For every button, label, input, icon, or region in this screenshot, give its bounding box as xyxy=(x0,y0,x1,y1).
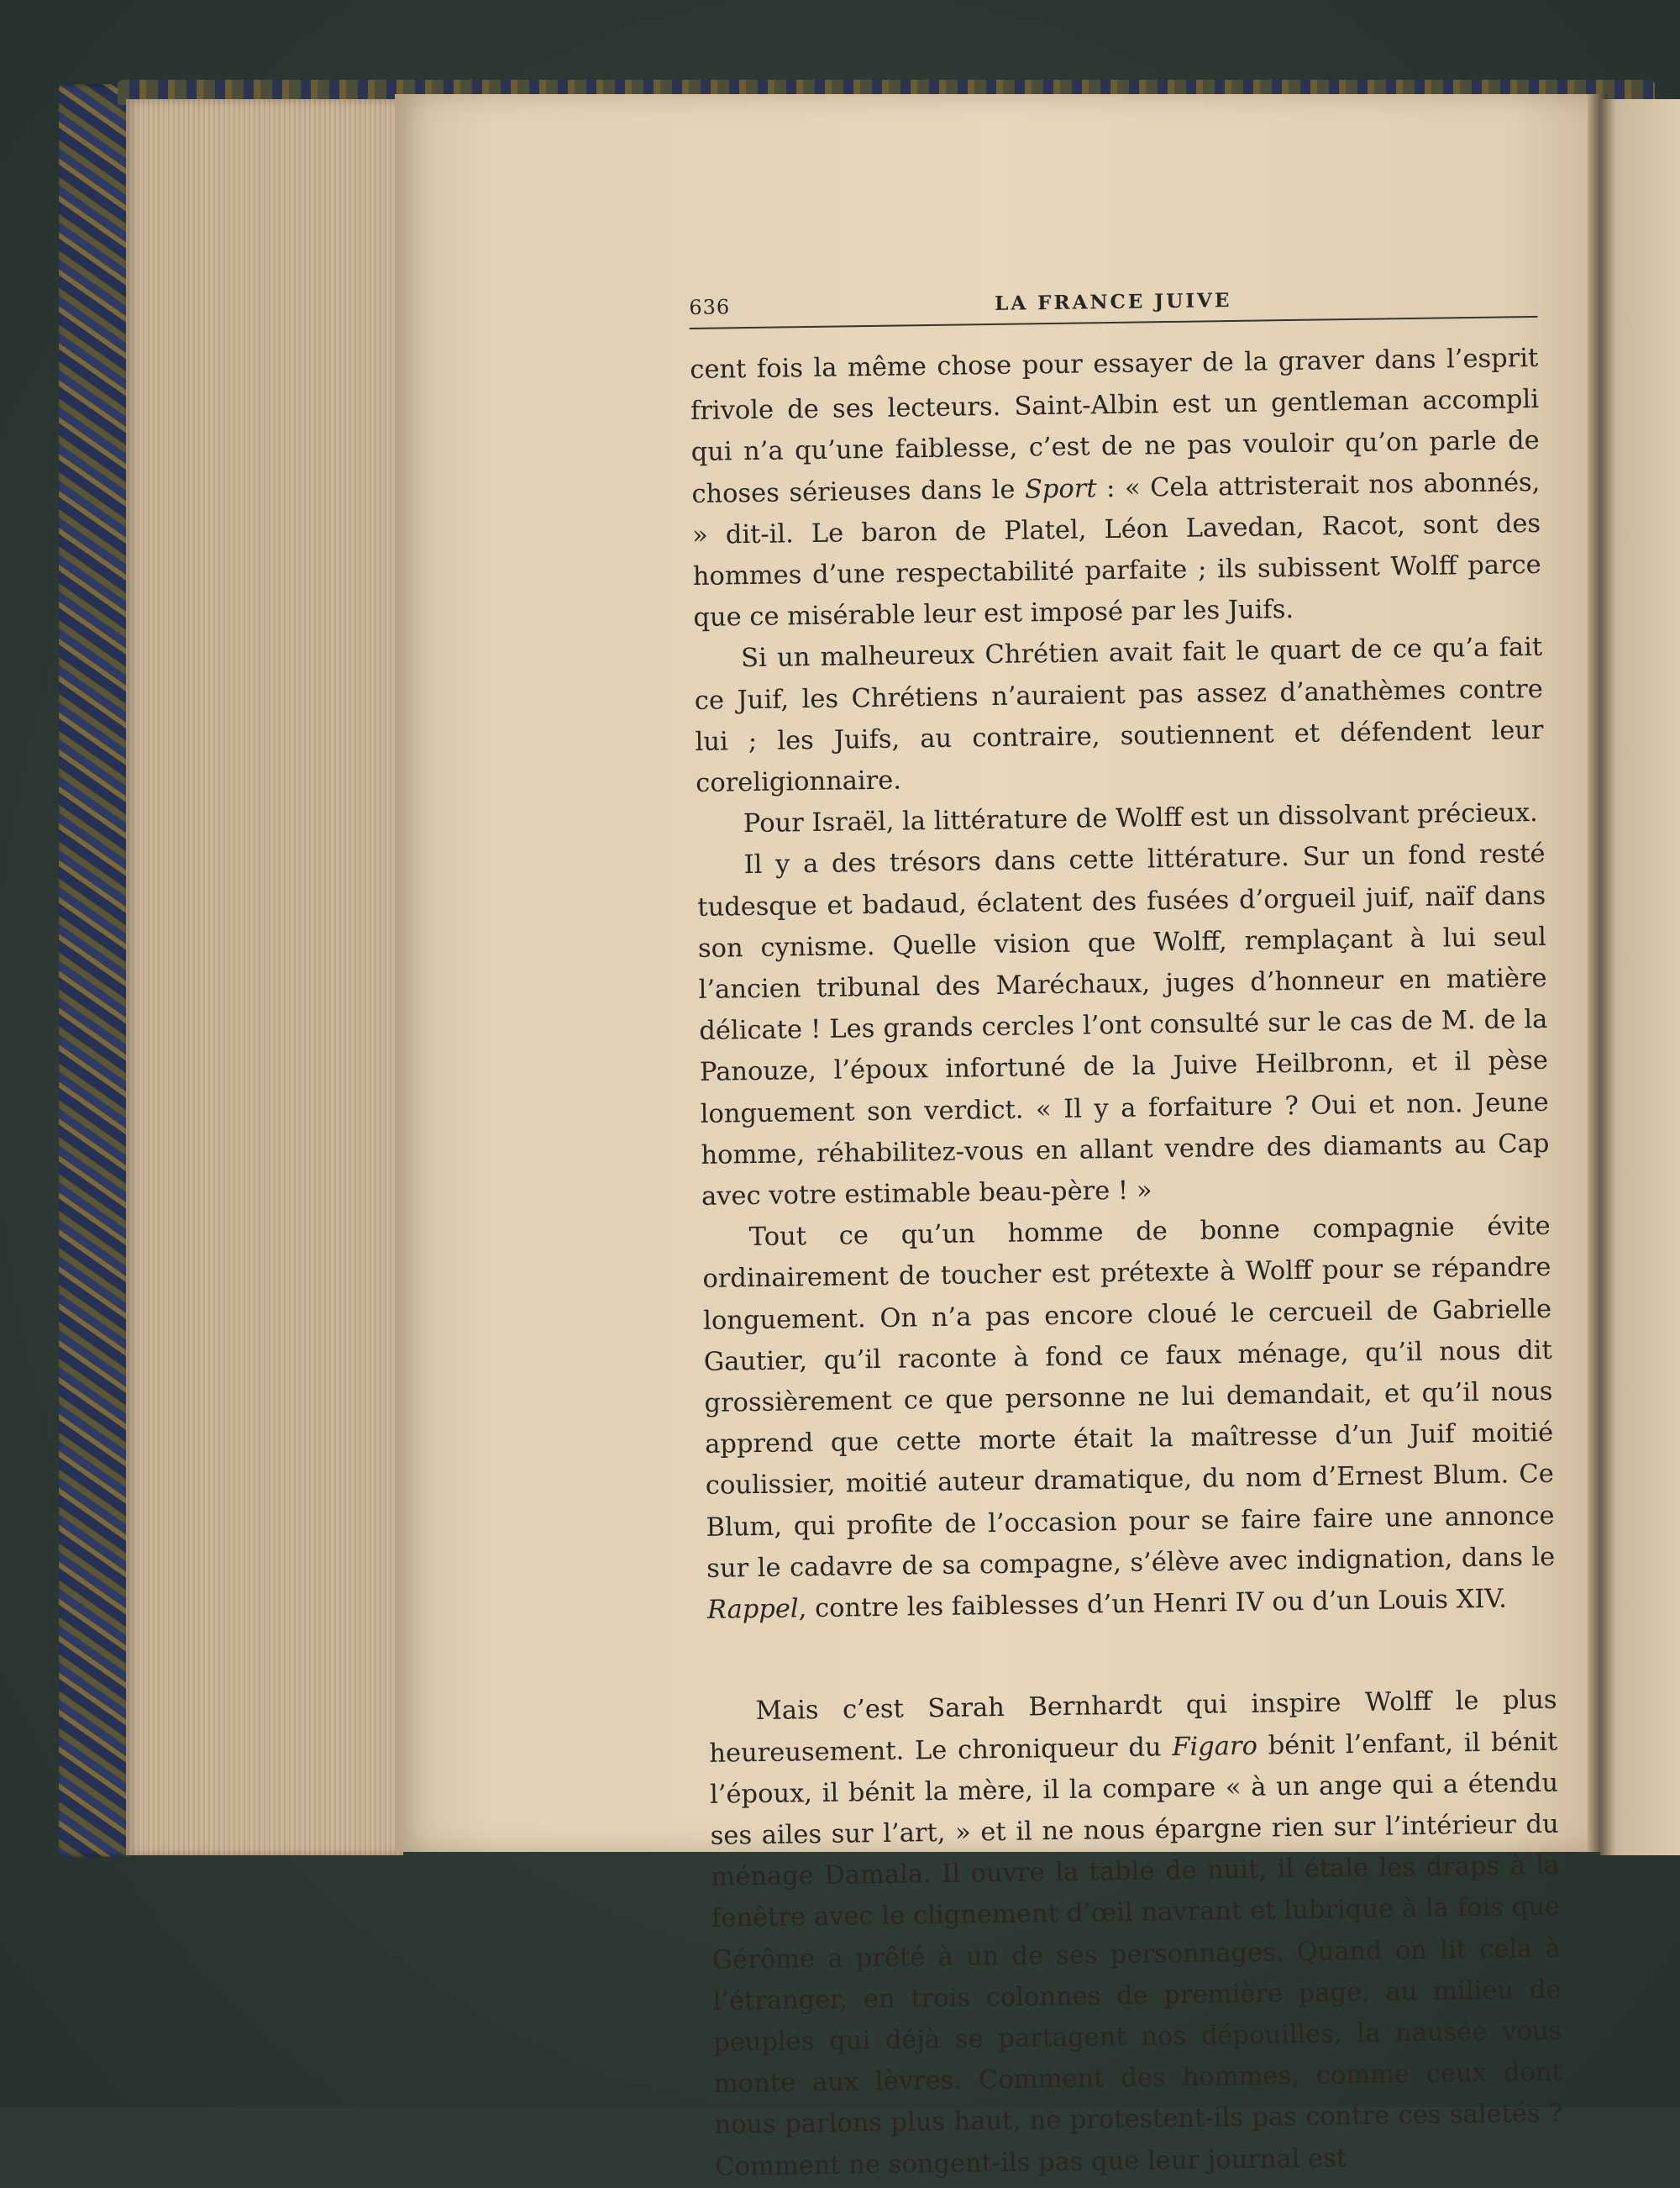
running-title: LA FRANCE JUIVE xyxy=(994,288,1232,315)
paragraph-1-text-a: cent fois la même chose pour essayer de la graver dans l’esprit frivole de ses lecteurs. Saint-Albin est un gentleman accompli qui n’a qu’une faiblesse, c’est de ne pas vouloir qu’on parle de choses sérieuses dans le xyxy=(690,343,1540,509)
paragraph-1-italic-sport: Sport xyxy=(1024,473,1097,505)
paragraph-4: Il y a des trésors dans cette littérature. Sur un fond resté tudesque et badaud, éclatent des fusées d’orgueil juif, naïf dans son cynisme. Quelle vision que Wolff, remplaçant à lui seul l’ancien tribunal des Maréchaux, juges d’honneur en matière délicate ! Les grands cercles l’ont consulté sur le cas de M. de la Panouze, l’époux infortuné de la Juive Heilbronn, et il pèse longuement son verdict. « Il y a forfaiture ? Oui et non. Jeune homme, réhabilitez-vous en allant vendre des diamants au Cap avec votre estimable beau-père ! » xyxy=(697,839,1550,1212)
paragraph-6-text-c: bénit l’enfant, il bénit l’époux, il bénit la mère, il la compare « à un ange qui a étendu ses ailes sur l’art, » et il ne nous épargne rien sur l’intérieur du ménage Damala. Il ouvre la table de nuit, il étale les draps à la fenêtre avec le clignement d’œil navrant et lubrique à la fois que Gérôme a prêté à un de ses personnages. Quand on lit cela à l’étranger, en trois colonnes de première page, au milieu de peuples qui déjà se partagent nos dépouilles, la nausée vous monte aux lèvres. Comment des hommes, comme ceux dont nous parlons plus haut, ne protestent-ils pas contre ces saletés ? Comment ne songent-ils pas que leur journal est xyxy=(709,1727,1563,2182)
facing-page-edge xyxy=(1600,99,1680,1855)
paragraph-5 xyxy=(701,1206,1556,1631)
paragraph-1-text-c: : « Cela attristerait nos abonnés, » dit-il. Le baron de Platel, Léon Lavedan, Racot, sont des hommes d’une respectabilité parfaite ; ils subissent Wolff parce que ce misérable leur est imposé par les Juifs. xyxy=(691,467,1541,634)
paragraph-5-text-a: Tout ce qu’un homme de bonne compagnie évite ordinairement de toucher est prétexte à Wolff pour se répandre longuement. On n’a pas encore cloué le cercueil de Gabrielle Gautier, qu’il raconte à fond ce faux ménage, qu’il nous dit grossièrement ce que personne ne lui demandait, et qu’il nous apprend que cette morte était la maîtresse d’un Juif moitié coulissier, moitié auteur dramatique, du nom d’Ernest Blum. Ce Blum, qui profite de l’occasion pour se faire faire une annonce sur le cadavre de sa compagne, s’élève avec indignation, dans le xyxy=(702,1212,1556,1584)
paragraph-6-italic-figaro: Figaro xyxy=(1172,1731,1258,1762)
running-head xyxy=(689,276,1538,329)
paragraph-6 xyxy=(708,1680,1563,2187)
paragraph-1 xyxy=(690,338,1542,639)
paragraph-6-text-a: Mais c’est Sarah Bernhardt qui inspire Wolff le plus heureusement. Le chroniqueur du xyxy=(709,1686,1557,1769)
page-block-edges xyxy=(126,99,403,1855)
paragraph-5-text-c: , contre les faiblesses d’un Henri IV ou d’un Louis XIV. xyxy=(798,1584,1508,1624)
paragraph-3: Pour Israël, la littérature de Wolff est un dissolvant précieux. xyxy=(743,798,1538,839)
book-cover-spine xyxy=(59,84,134,1857)
page-number: 636 xyxy=(689,295,731,319)
paragraph-5-italic-rappel: Rappel xyxy=(706,1594,799,1625)
page-text-block xyxy=(689,276,1563,2188)
book-page xyxy=(395,94,1604,2182)
paragraph-2: Si un malheureux Chrétien avait fait le quart de ce qu’a fait ce Juif, les Chrétiens n’auraient pas assez d’anathèmes contre lui ; les Juifs, au contraire, soutiennent et défendent leur coreligionnaire. xyxy=(694,633,1544,798)
